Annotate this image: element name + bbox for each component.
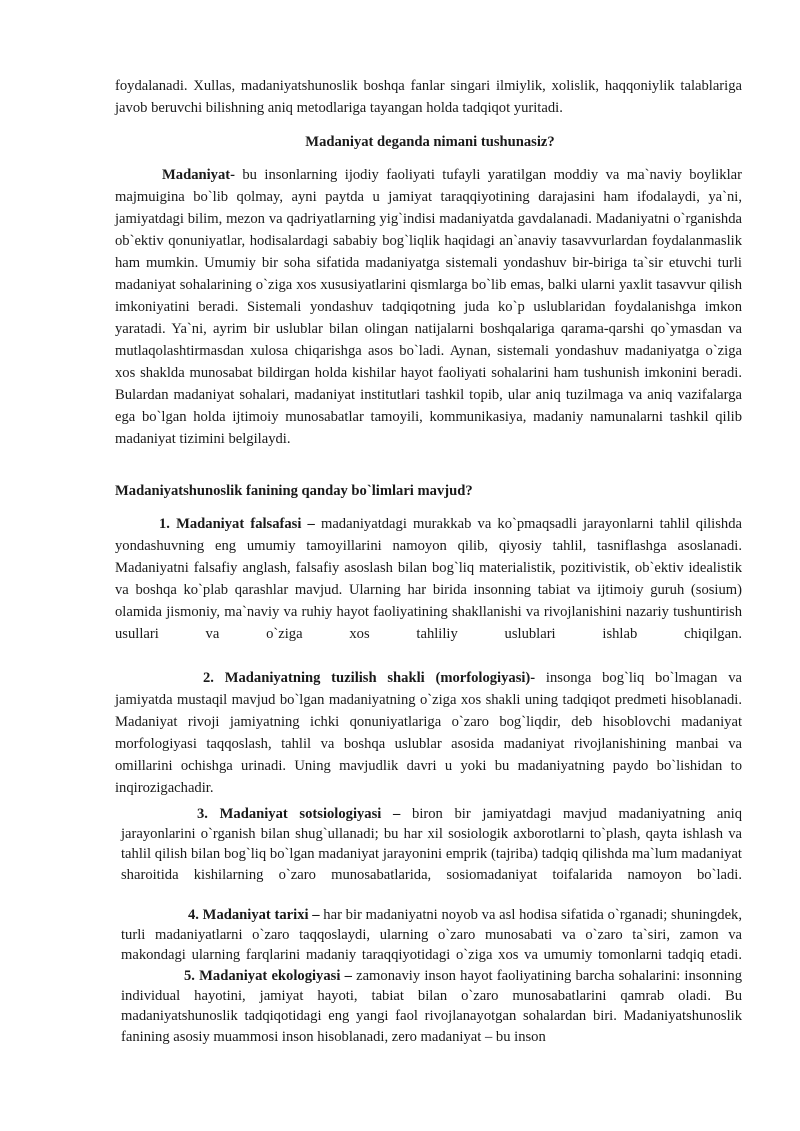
section-text: insonga bog`liq bo`lmagan va jamiyatda mustaqil mavjud bo`lgan madaniyatning o`ziga xos shakli uning tadqiqot predmeti hisoblanadi. Madaniyat rivoji jamiyatning ichki qonuniyatlariga o`zaro bog`liqdir, deb hisoblovchi madaniyat morfologiyasi taqqoslash, tahlil va boshqa uslublar asosida madaniyat rivojlanishining manbai va omillarini ochishga urinadi. Uning mavjudlik davri u yoki bu madaniyatning paydo bo`lishidan to inqirozigachadir. [115, 670, 742, 796]
section-text: biron bir jamiyatdagi mavjud madaniyatning aniq jarayonlarini o`rganish bilan shug`ullanadi; bu har xil sosiologik axborotlarni to`plash, qayta ishlash va tahlil qilish bilan bog`liq bo`lgan madaniyat jarayonini emprik (tajriba) tadqiq qilishda ma`lum madaniyat sharoitida kishilarning o`zaro munosabatlarida, sosiomadaniyat toifalarida namoyon bo`ladi. [121, 806, 742, 883]
section-title: 3. Madaniyat sotsiologiyasi – [197, 806, 401, 822]
definition-paragraph [115, 164, 742, 450]
section-text: zamonaviy inson hayot faoliyatining barcha sohalarini: insonning individual hayotini, jamiyat hayoti, tabiat bilan o`zaro munosabatlarini qamrab oladi. Bu madaniyatshunoslik tadqiqotidagi eng yangi faol rivojlanayotgan sohalardan biri. Madaniyatshunoslik fanining asosiy muammosi inson hisoblanadi, zero madaniyat – bu inson [121, 968, 743, 1045]
section-title: 4. Madaniyat tarixi – [188, 907, 320, 923]
definition-text: bu insonlarning ijodiy faoliyati tufayli yaratilgan moddiy va ma`naviy boyliklar majmuigina bo`lib qolmay, ayni paytda u jamiyat taraqqiyotining darajasini ham ifodalaydi, ya`ni, jamiyatdagi bilim, mezon va qadriyatlarning yig`indisi madaniyatda gavdalanadi. Madaniyatni o`rganishda ob`ektiv qonuniyatlar, hodisalardagi sababiy bog`liqlik haqidagi an`anaviy tasavvurlardan foydalanmaslik ham mumkin. Umumiy bir soha sifatida madaniyatga sistemali yondashuv bir-biriga ta`sir etuvchi turli madaniyat sohalarining o`ziga xos xususiyatlarini qismlarga bo`lib emas, balki ularni yaxlit tasavvur qilish imkoniyatini beradi. Sistemali yondashuv tadqiqotning juda ko`p uslublaridan foydalanishga imkon yaratadi. Ya`ni, ayrim bir uslublar bilan olingan natijalarni boshqalariga qarama-qarshi qo`ymasdan va mutlaqolashtirmasdan xulosa chiqarishga asos bo`ladi. Aynan, sistemali yondashuv madaniyatga o`ziga xos shaklda munosabat bildirgan holda kishilar hayot faoliyati sohalarini ham tushunish imkonini beradi. Bulardan madaniyat sohalari, madaniyat institutlari tashkil topib, ular aniq tuzilmaga va aniq vazifalarga ega bo`lgan holda ijtimoiy munosabatlar tamoyili, kommunikasiya, madaniy namunalarni tashkil qilib madaniyat tizimini belgilaydi. [115, 167, 742, 447]
section-title: 5. Madaniyat ekologiyasi – [184, 968, 352, 984]
question-heading-sections: Madaniyatshunoslik fanining qanday bo`limlari mavjud? [115, 483, 473, 499]
intro-text: foydalanadi. Xullas, madaniyatshunoslik boshqa fanlar singari ilmiylik, xolislik, haqqoniylik talablariga javob beruvchi bilishning aniq metodlariga tayangan holda tadqiqot yuritadi. [115, 78, 742, 116]
section-item-history [121, 905, 742, 966]
section-text: madaniyatdagi murakkab va ko`pmaqsadli jarayonlarni tahlil qilishda yondashuvning eng umumiy tamoyillarini namoyon qilib, qiyosiy tahlil, tasniflashga asoslanadi. Madaniyatni falsafiy anglash, falsafiy asoslash bilan bog`liq materialistik, pozitivistik, ob`ektiv idealistik va boshqa ko`plab qarashlar mavjud. Ularning har birida insonning tabiat va ijtimoiy guruh (sosium) olamida jismoniy, ma`naviy va ruhiy hayot faoliyatining shakllanishi va rivojlanishini nazariy tushuntirish usullari va o`ziga xos tahliliy uslublari ishlab chiqilgan. [115, 516, 742, 642]
section-item-philosophy [115, 513, 742, 645]
section-title: 2. Madaniyatning tuzilish shakli (morfologiyasi)- [203, 670, 536, 686]
section-item-morphology [115, 667, 742, 799]
section-text: har bir madaniyatni noyob va asl hodisa sifatida o`rganadi; shuningdek, turli madaniyatlarni o`zaro taqqoslaydi, ularning o`zaro munosabati va o`zaro ta`siri, zamon va makondagi ularning farqlarini madaniy taraqqiyotidagi o`ziga xos va umumiy tomonlarni tadqiq etadi. [121, 907, 742, 964]
definition-term: Madaniyat- [162, 167, 235, 183]
section-title: 1. Madaniyat falsafasi – [159, 516, 315, 532]
question-heading-culture: Madaniyat deganda nimani tushunasiz? [305, 134, 555, 150]
section-item-ecology [121, 966, 742, 1047]
section-item-sociology [121, 804, 742, 885]
intro-paragraph [115, 75, 742, 119]
